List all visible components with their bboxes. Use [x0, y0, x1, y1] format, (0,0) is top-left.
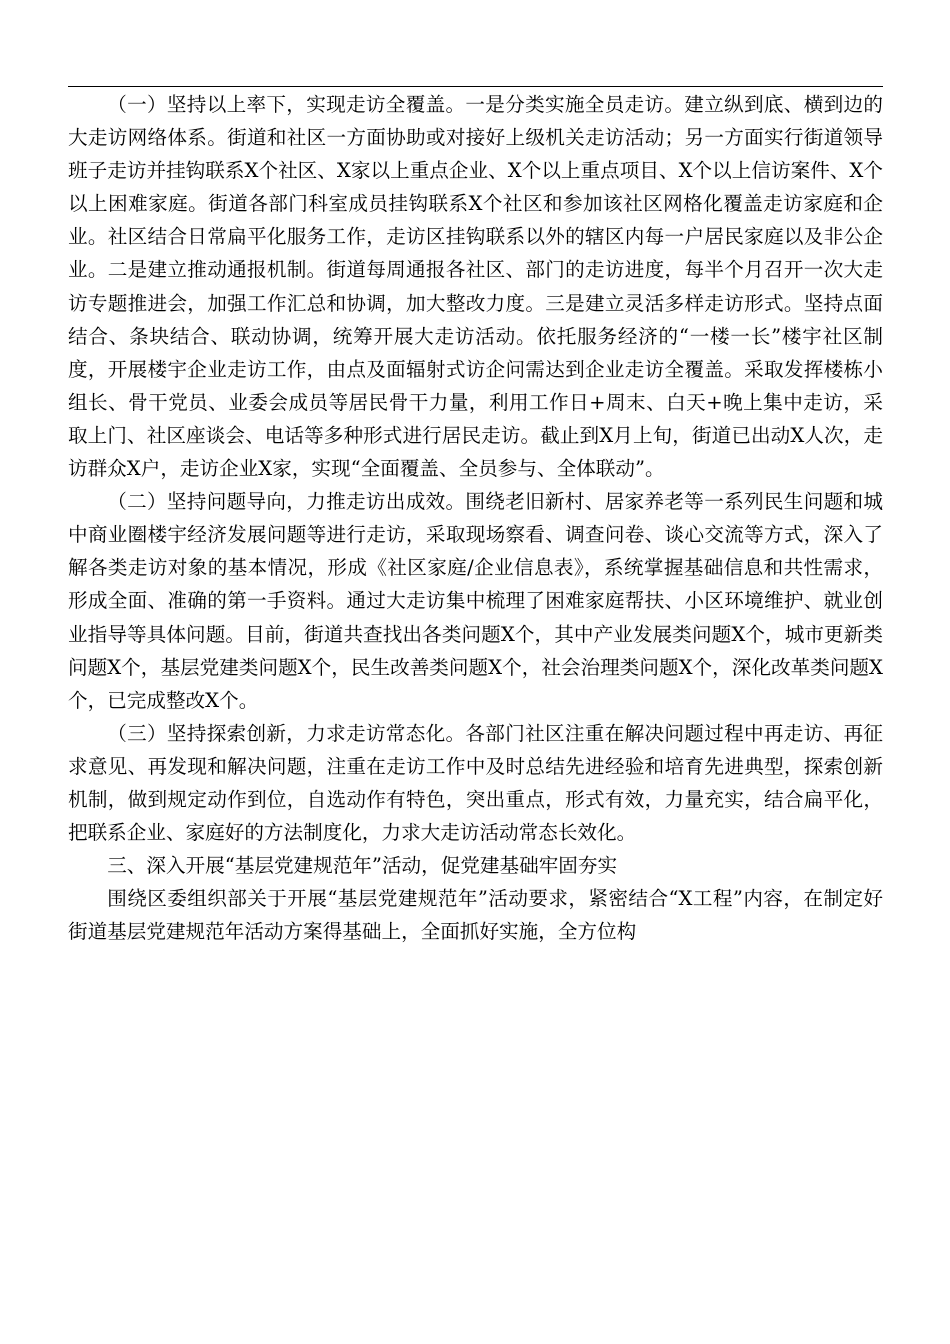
- paragraph-visit-coverage: （一）坚持以上率下，实现走访全覆盖。一是分类实施全员走访。建立纵到底、横到边的大走访网络体系。街道和社区一方面协助或对接好上级机关走访活动；另一方面实行街道领导班子走访并挂钩联系X个社区、X家以上重点企业、X个以上重点项目、X个以上信访案件、X个以上困难家庭。街道各部门科室成员挂钩联系X个社区和参加该社区网格化覆盖走访家庭和企业。社区结合日常扁平化服务工作，走访区挂钩联系以外的辖区内每一户居民家庭以及非公企业。二是建立推动通报机制。街道每周通报各社区、部门的走访进度，每半个月召开一次大走访专题推进会，加强工作汇总和协调，加大整改力度。三是建立灵活多样走访形式。坚持点面结合、条块结合、联动协调，统筹开展大走访活动。依托服务经济的“一楼一长”楼宇社区制度，开展楼宇企业走访工作，由点及面辐射式访企问需达到企业走访全覆盖。采取发挥楼栋小组长、骨干党员、业委会成员等居民骨干力量，利用工作日+周末、白天+晚上集中走访，采取上门、社区座谈会、电话等多种形式进行居民走访。截止到X月上旬，街道已出动X人次，走访群众X户，走访企业X家，实现“全面覆盖、全员参与、全体联动”。: [68, 93, 883, 481]
- header-rule: [68, 86, 883, 87]
- paragraph-problem-oriented: （二）坚持问题导向，力推走访出成效。围绕老旧新村、居家养老等一系列民生问题和城中商业圈楼宇经济发展问题等进行走访，采取现场察看、调查问卷、谈心交流等方式，深入了解各类走访对象的基本情况，形成《社区家庭/企业信息表》，系统掌握基础信息和共性需求，形成全面、准确的第一手资料。通过大走访集中梳理了困难家庭帮扶、小区环境维护、就业创业指导等具体问题。目前，街道共查找出各类问题X个，其中产业发展类问题X个，城市更新类问题X个，基层党建类问题X个，民生改善类问题X个，社会治理类问题X个，深化改革类问题X个，已完成整改X个。: [68, 490, 883, 712]
- section-heading-three: 三、深入开展“基层党建规范年”活动，促党建基础牢固夯实: [107, 854, 618, 878]
- document-body: [68, 88, 883, 948]
- paragraph-innovation: （三）坚持探索创新，力求走访常态化。各部门社区注重在解决问题过程中再走访、再征求意见、再发现和解决问题，注重在走访工作中及时总结先进经验和培育先进典型，探索创新机制，做到规定动作到位，自选动作有特色，突出重点，形式有效，力量充实，结合扁平化，把联系企业、家庭好的方法制度化，力求大走访活动常态长效化。: [68, 721, 883, 845]
- paragraph-party-building: 围绕区委组织部关于开展“基层党建规范年”活动要求，紧密结合“X工程”内容，在制定好街道基层党建规范年活动方案得基础上，全面抓好实施，全方位构: [68, 887, 883, 944]
